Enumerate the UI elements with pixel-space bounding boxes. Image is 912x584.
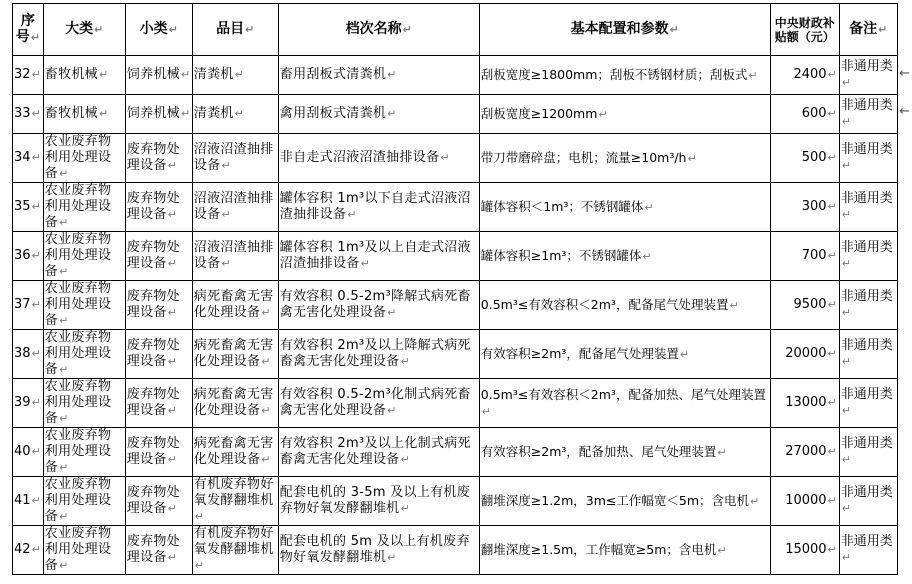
cell-remark: 非通用类↵ bbox=[839, 379, 897, 428]
cell-grade: 有效容积 2m³及以上降解式病死畜禽无害化处理设备↵ bbox=[278, 330, 479, 379]
cell-subcategory: 废弃物处理设备↵ bbox=[125, 526, 192, 575]
cell-no: 39↵ bbox=[13, 379, 44, 428]
cell-subcategory: 废弃物处理设备↵ bbox=[125, 232, 192, 281]
cell-no: 32↵ bbox=[13, 56, 44, 95]
cell-no: 34↵ bbox=[13, 134, 44, 183]
cell-item: 病死畜禽无害化处理设备↵ bbox=[192, 281, 278, 330]
cell-grade: 禽用刮板式清粪机↵ bbox=[278, 95, 479, 134]
cell-no: 38↵ bbox=[13, 330, 44, 379]
cell-subcategory: 饲养机械↵ bbox=[125, 56, 192, 95]
cell-remark: 非通用类↵ bbox=[839, 526, 897, 575]
table-row bbox=[13, 183, 898, 232]
table-row bbox=[13, 477, 898, 526]
cell-no: 35↵ bbox=[13, 183, 44, 232]
table-row bbox=[13, 379, 898, 428]
cell-spec: 刮板宽度≥1800mm；刮板不锈钢材质；刮板式↵ bbox=[479, 56, 770, 95]
header-subcategory: 小类↵ bbox=[125, 4, 192, 56]
cell-item: 清粪机↵ bbox=[192, 95, 278, 134]
cell-subsidy: 13000↵ bbox=[770, 379, 839, 428]
cell-item: 病死畜禽无害化处理设备↵ bbox=[192, 330, 278, 379]
cell-subcategory: 废弃物处理设备↵ bbox=[125, 477, 192, 526]
table-row bbox=[13, 526, 898, 575]
left-arrow-icon: ← bbox=[899, 66, 910, 81]
cell-spec: 0.5m³≤有效容积＜2m³，配备加热、尾气处理装置↵ bbox=[479, 379, 770, 428]
cell-subsidy: 27000↵ bbox=[770, 428, 839, 477]
table-row bbox=[13, 330, 898, 379]
cell-grade: 非自走式沼液沼渣抽排设备↵ bbox=[278, 134, 479, 183]
cell-spec: 翻堆深度≥1.2m，3m≤工作幅宽＜5m；含电机↵ bbox=[479, 477, 770, 526]
cell-remark: 非通用类↵ bbox=[839, 232, 897, 281]
cell-subsidy: 20000↵ bbox=[770, 330, 839, 379]
cell-subcategory: 废弃物处理设备↵ bbox=[125, 183, 192, 232]
cell-remark: 非通用类↵ bbox=[839, 95, 897, 134]
cell-no: 33↵ bbox=[13, 95, 44, 134]
cell-subcategory: 废弃物处理设备↵ bbox=[125, 330, 192, 379]
header-spec: 基本配置和参数↵ bbox=[479, 4, 770, 56]
cell-grade: 有效容积 0.5-2m³化制式病死畜禽无害化处理设备↵ bbox=[278, 379, 479, 428]
cell-item: 清粪机↵ bbox=[192, 56, 278, 95]
cell-remark: 非通用类↵ bbox=[839, 428, 897, 477]
header-category: 大类↵ bbox=[43, 4, 125, 56]
cell-subsidy: 700↵ bbox=[770, 232, 839, 281]
table-row bbox=[13, 134, 898, 183]
table-body bbox=[13, 56, 898, 575]
cell-category: 农业废弃物利用处理设备↵ bbox=[43, 330, 125, 379]
cell-item: 沼液沼渣抽排设备↵ bbox=[192, 232, 278, 281]
cell-spec: 0.5m³≤有效容积＜2m³，配备尾气处理装置↵ bbox=[479, 281, 770, 330]
table-row bbox=[13, 232, 898, 281]
cell-spec: 翻堆深度≥1.5m，工作幅宽≥5m；含电机↵ bbox=[479, 526, 770, 575]
cell-subcategory: 饲养机械↵ bbox=[125, 95, 192, 134]
cell-category: 农业废弃物利用处理设备↵ bbox=[43, 428, 125, 477]
cell-category: 农业废弃物利用处理设备↵ bbox=[43, 281, 125, 330]
cell-no: 37↵ bbox=[13, 281, 44, 330]
table-row bbox=[13, 428, 898, 477]
cell-item: 有机废弃物好氧发酵翻堆机↵ bbox=[192, 526, 278, 575]
subsidy-table-container bbox=[12, 3, 898, 575]
cell-remark: 非通用类↵ bbox=[839, 477, 897, 526]
cell-category: 农业废弃物利用处理设备↵ bbox=[43, 477, 125, 526]
cell-item: 病死畜禽无害化处理设备↵ bbox=[192, 379, 278, 428]
cell-subcategory: 废弃物处理设备↵ bbox=[125, 379, 192, 428]
cell-item: 有机废弃物好氧发酵翻堆机↵ bbox=[192, 477, 278, 526]
cell-remark: 非通用类↵ bbox=[839, 56, 897, 95]
cell-item: 病死畜禽无害化处理设备↵ bbox=[192, 428, 278, 477]
cell-subcategory: 废弃物处理设备↵ bbox=[125, 428, 192, 477]
cell-remark: 非通用类↵ bbox=[839, 330, 897, 379]
cell-item: 沼液沼渣抽排设备↵ bbox=[192, 183, 278, 232]
cell-spec: 有效容积≥2m³，配备尾气处理装置↵ bbox=[479, 330, 770, 379]
cell-remark: 非通用类↵ bbox=[839, 134, 897, 183]
cell-category: 农业废弃物利用处理设备↵ bbox=[43, 183, 125, 232]
cell-no: 36↵ bbox=[13, 232, 44, 281]
header-remark: 备注↵ bbox=[839, 4, 897, 56]
cell-spec: 罐体容积＜1m³；不锈钢罐体↵ bbox=[479, 183, 770, 232]
cell-spec: 罐体容积≥1m³；不锈钢罐体↵ bbox=[479, 232, 770, 281]
cell-subsidy: 2400↵ bbox=[770, 56, 839, 95]
cell-grade: 配套电机的 3-5m 及以上有机废弃物好氧发酵翻堆机↵ bbox=[278, 477, 479, 526]
header-grade: 档次名称↵ bbox=[278, 4, 479, 56]
cell-subsidy: 10000↵ bbox=[770, 477, 839, 526]
cell-category: 畜牧机械↵ bbox=[43, 56, 125, 95]
table-row bbox=[13, 95, 898, 134]
cell-grade: 配套电机的 5m 及以上有机废弃物好氧发酵翻堆机↵ bbox=[278, 526, 479, 575]
cell-subsidy: 9500↵ bbox=[770, 281, 839, 330]
cell-subcategory: 废弃物处理设备↵ bbox=[125, 281, 192, 330]
cell-subsidy: 15000↵ bbox=[770, 526, 839, 575]
left-arrow-icon: ← bbox=[899, 104, 910, 119]
cell-spec: 带刀带磨碎盘；电机；流量≥10m³/h↵ bbox=[479, 134, 770, 183]
cell-no: 40↵ bbox=[13, 428, 44, 477]
cell-category: 畜牧机械↵ bbox=[43, 95, 125, 134]
cell-remark: 非通用类↵ bbox=[839, 183, 897, 232]
header-subsidy: 中央财政补贴额（元） bbox=[770, 4, 839, 56]
cell-no: 42↵ bbox=[13, 526, 44, 575]
cell-grade: 罐体容积 1m³以下自走式沼液沼渣抽排设备↵ bbox=[278, 183, 479, 232]
table-row bbox=[13, 56, 898, 95]
subsidy-table bbox=[12, 3, 898, 575]
cell-spec: 刮板宽度≥1200mm↵ bbox=[479, 95, 770, 134]
cell-subsidy: 300↵ bbox=[770, 183, 839, 232]
cell-category: 农业废弃物利用处理设备↵ bbox=[43, 379, 125, 428]
cell-remark: 非通用类↵ bbox=[839, 281, 897, 330]
cell-grade: 有效容积 2m³及以上化制式病死畜禽无害化处理设备↵ bbox=[278, 428, 479, 477]
cell-grade: 罐体容积 1m³及以上自走式沼液沼渣抽排设备↵ bbox=[278, 232, 479, 281]
header-item: 品目↵ bbox=[192, 4, 278, 56]
cell-no: 41↵ bbox=[13, 477, 44, 526]
cell-subcategory: 废弃物处理设备↵ bbox=[125, 134, 192, 183]
cell-spec: 有效容积≥2m³，配备加热、尾气处理装置↵ bbox=[479, 428, 770, 477]
header-no: 序号↵ bbox=[13, 4, 44, 56]
cell-grade: 有效容积 0.5-2m³降解式病死畜禽无害化处理设备↵ bbox=[278, 281, 479, 330]
header-row bbox=[13, 4, 898, 56]
table-row bbox=[13, 281, 898, 330]
cell-subsidy: 600↵ bbox=[770, 95, 839, 134]
cell-category: 农业废弃物利用处理设备↵ bbox=[43, 526, 125, 575]
cell-grade: 畜用刮板式清粪机↵ bbox=[278, 56, 479, 95]
cell-subsidy: 500↵ bbox=[770, 134, 839, 183]
cell-category: 农业废弃物利用处理设备↵ bbox=[43, 134, 125, 183]
cell-item: 沼液沼渣抽排设备↵ bbox=[192, 134, 278, 183]
cell-category: 农业废弃物利用处理设备↵ bbox=[43, 232, 125, 281]
